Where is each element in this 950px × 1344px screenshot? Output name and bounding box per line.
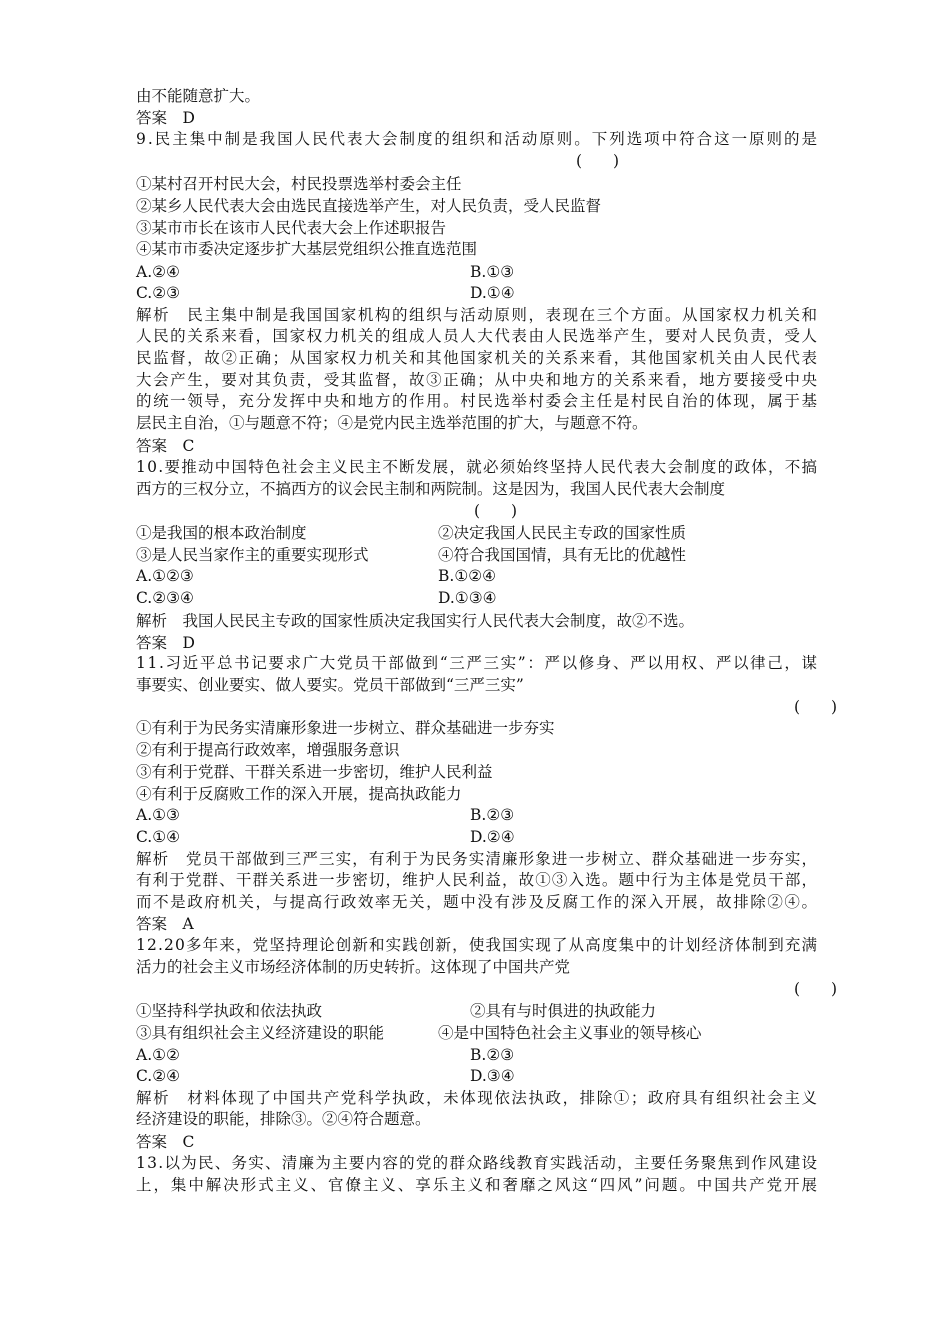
answer-line: 答案 A	[136, 915, 194, 933]
statement-item: ③有利于党群、干群关系进一步密切，维护人民利益	[136, 763, 493, 781]
text-line: 由不能随意扩大。	[136, 87, 261, 105]
question-stem: 13.以为民、务实、清廉为主要内容的党的群众路线教育实践活动，主要任务聚焦到作风建设	[136, 1154, 819, 1172]
statement-item: ①有利于为民务实清廉形象进一步树立、群众基础进一步夯实	[136, 719, 555, 737]
statement-item: ①坚持科学执政和依法执政	[136, 1002, 323, 1020]
text-line: 而不是政府机关，与提高行政效率无关，题中没有涉及反腐工作的深入开展，故排除②④。	[136, 893, 819, 911]
text-line: 层民主自治，①与题意不符；④是党内民主选举范围的扩大，与题意不符。	[136, 414, 648, 432]
text-line: 西方的三权分立，不搞西方的议会民主制和两院制。这是因为，我国人民代表大会制度	[136, 480, 726, 498]
answer-option: D.①③④	[438, 589, 497, 607]
question-stem: 10.要推动中国特色社会主义民主不断发展，就必须始终坚持人民代表大会制度的政体，不搞	[136, 458, 819, 476]
question-stem: 12.20多年来，党坚持理论创新和实践创新，使我国实现了从高度集中的计划经济体制到充满	[136, 936, 819, 954]
answer-option: A.①②	[136, 1046, 180, 1064]
answer-option: A.①②③	[136, 567, 194, 585]
statement-item: ④有利于反腐败工作的深入开展，提高执政能力	[136, 785, 462, 803]
statement-item: ④是中国特色社会主义事业的领导核心	[438, 1024, 702, 1042]
statement-item: ③是人民当家作主的重要实现形式	[136, 546, 369, 564]
question-stem: 11.习近平总书记要求广大党员干部做到“三严三实”：严以修身、严以用权、严以律己，谋	[136, 654, 819, 672]
statement-item: ②有利于提高行政效率，增强服务意识	[136, 741, 400, 759]
answer-option: D.②④	[470, 828, 515, 846]
text-line: 经济建设的职能，排除③。②④符合题意。	[136, 1110, 431, 1128]
text-line: 大会产生，要对其负责，受其监督，故③正确；从中央和地方的关系来看，地方要接受中央	[136, 371, 819, 389]
text-line: 民监督，故②正确；从国家权力机关和其他国家机关的关系来看，其他国家机关由人民代表	[136, 349, 819, 367]
answer-blank: ( )	[794, 698, 838, 716]
answer-option: C.②③④	[136, 589, 194, 607]
analysis-line: 解析 党员干部做到三严三实，有利于为民务实清廉形象进一步树立、群众基础进一步夯实，	[136, 850, 819, 868]
text-line: 人民的关系来看，国家权力机关的组成人员人大代表由人民选举产生，要对人民负责，受人	[136, 327, 819, 345]
answer-option: A.①③	[136, 806, 180, 824]
text-line: 有利于党群、干群关系进一步密切，维护人民利益，故①③入选。题中行为主体是党员干部，	[136, 871, 819, 889]
answer-option: B.②③	[470, 806, 515, 824]
statement-item: ④某市市委决定逐步扩大基层党组织公推直选范围	[136, 240, 478, 258]
answer-option: C.②④	[136, 1067, 181, 1085]
answer-option: C.②③	[136, 284, 181, 302]
answer-line: 答案 D	[136, 634, 195, 652]
statement-item: ②某乡人民代表大会由选民直接选举产生，对人民负责，受人民监督	[136, 197, 602, 215]
answer-option: B.①②④	[438, 567, 497, 585]
answer-line: 答案 C	[136, 437, 195, 455]
analysis-line: 解析 材料体现了中国共产党科学执政，未体现依法执政，排除①；政府具有组织社会主义	[136, 1089, 819, 1107]
answer-line: 答案 C	[136, 1133, 195, 1151]
text-line: 的统一领导，充分发挥中央和地方的作用。村民选举村委会主任是村民自治的体现，属于基	[136, 392, 819, 410]
answer-option: D.③④	[470, 1067, 515, 1085]
answer-option: B.②③	[470, 1046, 515, 1064]
text-line: 事要实、创业要实、做人要实。党员干部做到“三严三实”	[136, 676, 524, 694]
statement-item: ③某市市长在该市人民代表大会上作述职报告	[136, 219, 447, 237]
text-line: 上，集中解决形式主义、官僚主义、享乐主义和奢靡之风这“四风”问题。中国共产党开展	[136, 1176, 819, 1194]
analysis-line: 解析 民主集中制是我国国家机构的组织与活动原则，表现在三个方面。从国家权力机关和	[136, 306, 819, 324]
statement-item: ①某村召开村民大会，村民投票选举村委会主任	[136, 175, 462, 193]
answer-line: 答案 D	[136, 109, 195, 127]
answer-blank: ( )	[576, 152, 620, 170]
answer-option: C.①④	[136, 828, 181, 846]
statement-item: ①是我国的根本政治制度	[136, 524, 307, 542]
statement-item: ③具有组织社会主义经济建设的职能	[136, 1024, 385, 1042]
answer-option: A.②④	[136, 263, 180, 281]
statement-item: ②决定我国人民民主专政的国家性质	[438, 524, 687, 542]
analysis-line: 解析 我国人民民主专政的国家性质决定我国实行人民代表大会制度，故②不选。	[136, 612, 695, 630]
answer-option: B.①③	[470, 263, 515, 281]
answer-blank: ( )	[794, 980, 838, 998]
statement-item: ②具有与时俱进的执政能力	[470, 1002, 657, 1020]
statement-item: ④符合我国国情，具有无比的优越性	[438, 546, 687, 564]
question-stem: 9.民主集中制是我国人民代表大会制度的组织和活动原则。下列选项中符合这一原则的是	[136, 130, 819, 148]
text-line: 活力的社会主义市场经济体制的历史转折。这体现了中国共产党	[136, 958, 571, 976]
answer-blank: ( )	[474, 502, 518, 520]
answer-option: D.①④	[470, 284, 515, 302]
